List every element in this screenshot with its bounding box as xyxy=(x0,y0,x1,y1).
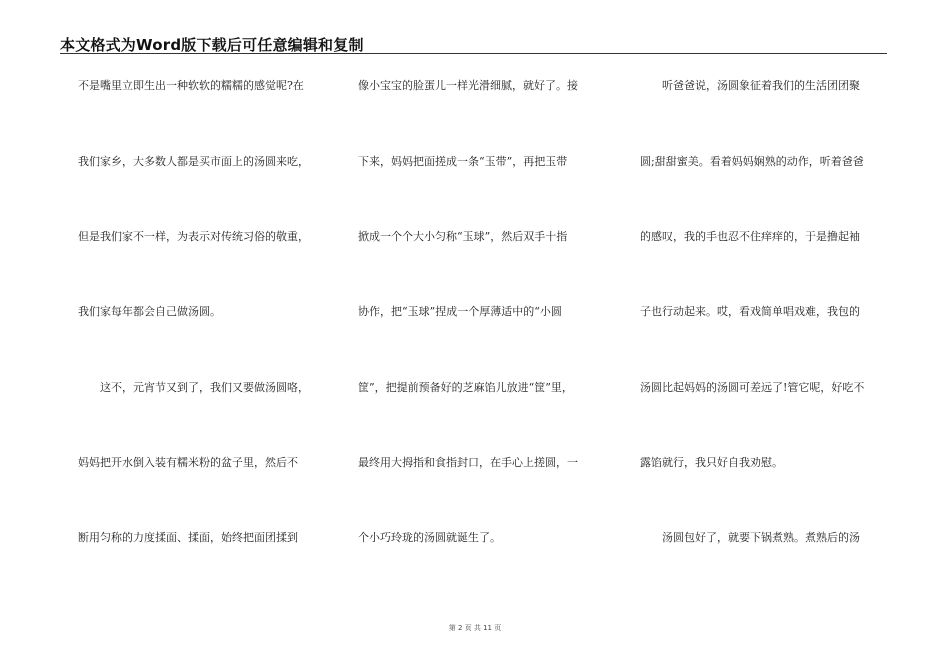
text-line: 筐”，把提前预备好的芝麻馅儿放进“筐”里， xyxy=(358,381,573,394)
text-column-2 xyxy=(358,0,608,600)
text-line: 的感叹，我的手也忍不住痒痒的，于是撸起袖 xyxy=(640,230,860,243)
text-line: 像小宝宝的脸蛋儿一样光滑细腻，就好了。接 xyxy=(358,79,578,92)
text-column-3 xyxy=(640,0,890,600)
text-line: 断用匀称的力度揉面、揉面，始终把面团揉到 xyxy=(78,531,298,544)
text-line: 掀成一个个大小匀称“玉球”，然后双手十指 xyxy=(358,230,568,243)
text-line: 个小巧玲珑的汤圆就诞生了。 xyxy=(358,531,501,544)
document-header-title: 本文格式为Word版下载后可任意编辑和复制 xyxy=(60,36,364,54)
text-line: 不是嘴里立即生出一种软软的糯糯的感觉呢?在 xyxy=(78,79,304,92)
text-line: 这不，元宵节又到了，我们又要做汤圆咯， xyxy=(100,381,309,394)
text-line: 我们家每年都会自己做汤圆。 xyxy=(78,305,221,318)
text-line: 汤圆比起妈妈的汤圆可差远了!管它呢，好吃不 xyxy=(640,381,865,394)
text-line: 听爸爸说，汤圆象征着我们的生活团团聚 xyxy=(662,79,860,92)
text-line: 最终用大拇指和食指封口，在手心上搓圆，一 xyxy=(358,456,578,469)
text-column-1 xyxy=(78,0,328,600)
text-line: 露馅就行，我只好自我劝慰。 xyxy=(640,456,783,469)
text-line: 妈妈把开水倒入装有糯米粉的盆子里，然后不 xyxy=(78,456,298,469)
text-line: 下来，妈妈把面搓成一条“玉带”，再把玉带 xyxy=(358,155,568,168)
text-line: 协作，把“玉球”捏成一个厚薄适中的“小圆 xyxy=(358,305,562,318)
text-line: 我们家乡，大多数人都是买市面上的汤圆来吃， xyxy=(78,155,309,168)
text-line: 汤圆包好了，就要下锅煮熟。煮熟后的汤 xyxy=(662,531,860,544)
text-line: 圆;甜甜蜜美。看着妈妈娴熟的动作，听着爸爸 xyxy=(640,155,864,168)
text-line: 但是我们家不一样，为表示对传统习俗的敬重， xyxy=(78,230,309,243)
text-line: 子也行动起来。哎，看戏简单唱戏难，我包的 xyxy=(640,305,860,318)
page-number: 第 2 页 共 11 页 xyxy=(448,624,502,632)
